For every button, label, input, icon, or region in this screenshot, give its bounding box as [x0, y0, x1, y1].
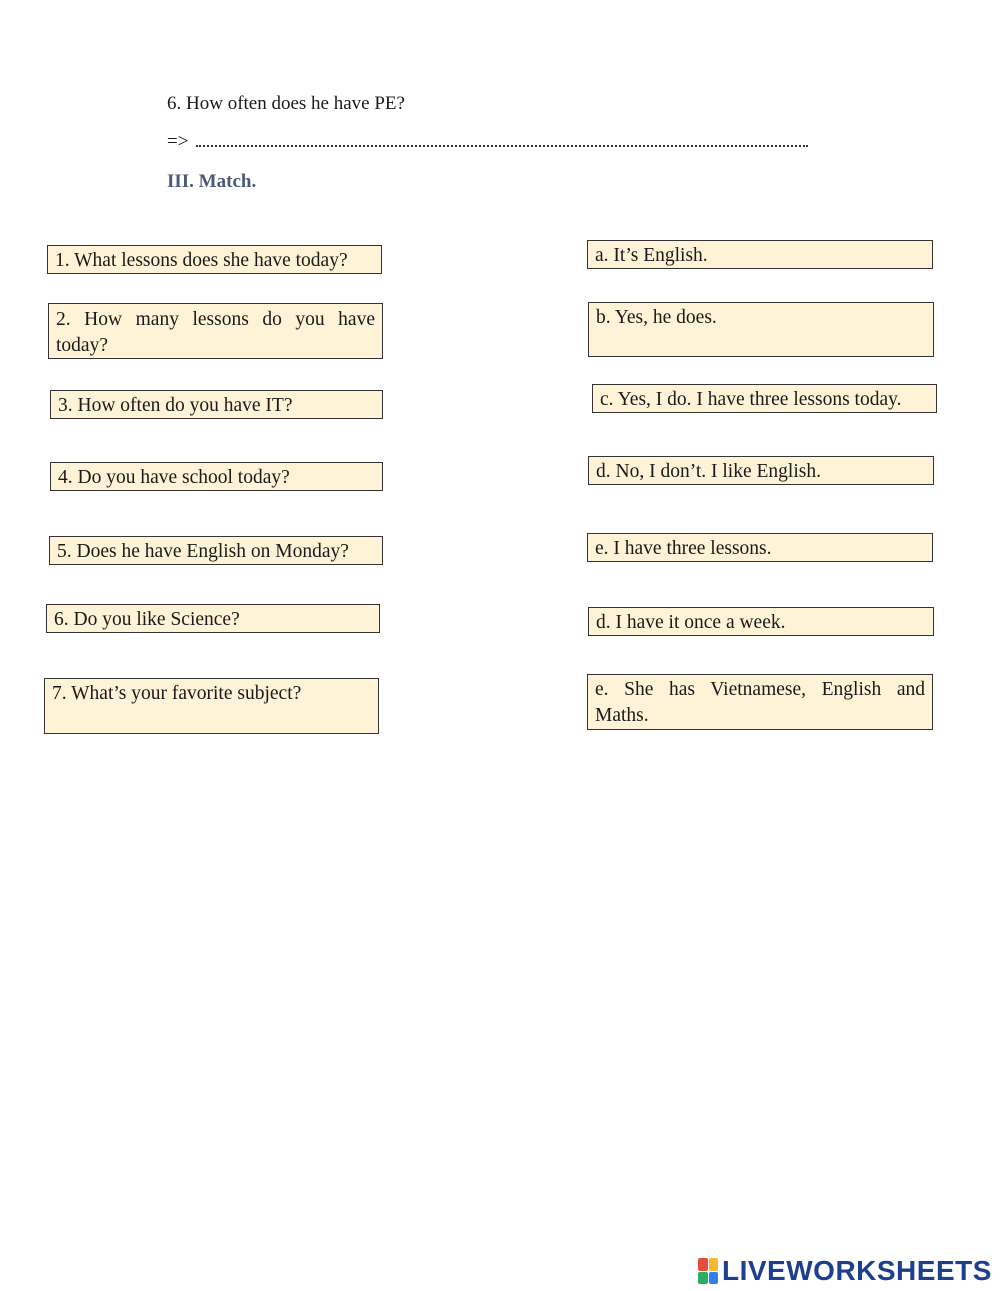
- left-item-5[interactable]: 5. Does he have English on Monday?: [49, 536, 383, 565]
- answer-dotted-line[interactable]: [196, 131, 808, 147]
- right-item-d2[interactable]: d. I have it once a week.: [588, 607, 934, 636]
- left-item-2[interactable]: 2. How many lessons do you have today?: [48, 303, 383, 359]
- right-item-a[interactable]: a. It’s English.: [587, 240, 933, 269]
- right-item-c[interactable]: c. Yes, I do. I have three lessons today.: [592, 384, 937, 413]
- question-6-text: 6. How often does he have PE?: [167, 93, 405, 114]
- right-item-b[interactable]: b. Yes, he does.: [588, 302, 934, 357]
- right-item-e[interactable]: e. I have three lessons.: [587, 533, 933, 562]
- right-item-d[interactable]: d. No, I don’t. I like English.: [588, 456, 934, 485]
- answer-arrow: =>: [167, 131, 189, 152]
- section-title: III. Match.: [167, 171, 257, 192]
- left-item-4[interactable]: 4. Do you have school today?: [50, 462, 383, 491]
- left-item-1[interactable]: 1. What lessons does she have today?: [47, 245, 382, 274]
- left-item-7[interactable]: 7. What’s your favorite subject?: [44, 678, 379, 734]
- footer-logo[interactable]: [698, 1256, 992, 1286]
- left-item-6[interactable]: 6. Do you like Science?: [46, 604, 380, 633]
- right-item-e2[interactable]: e. She has Vietnamese, English and Maths.: [587, 674, 933, 730]
- left-item-3[interactable]: 3. How often do you have IT?: [50, 390, 383, 419]
- liveworksheets-logo-icon: [698, 1258, 718, 1284]
- footer-brand-text: LIVEWORKSHEETS: [722, 1255, 992, 1286]
- answer-line[interactable]: [167, 131, 808, 153]
